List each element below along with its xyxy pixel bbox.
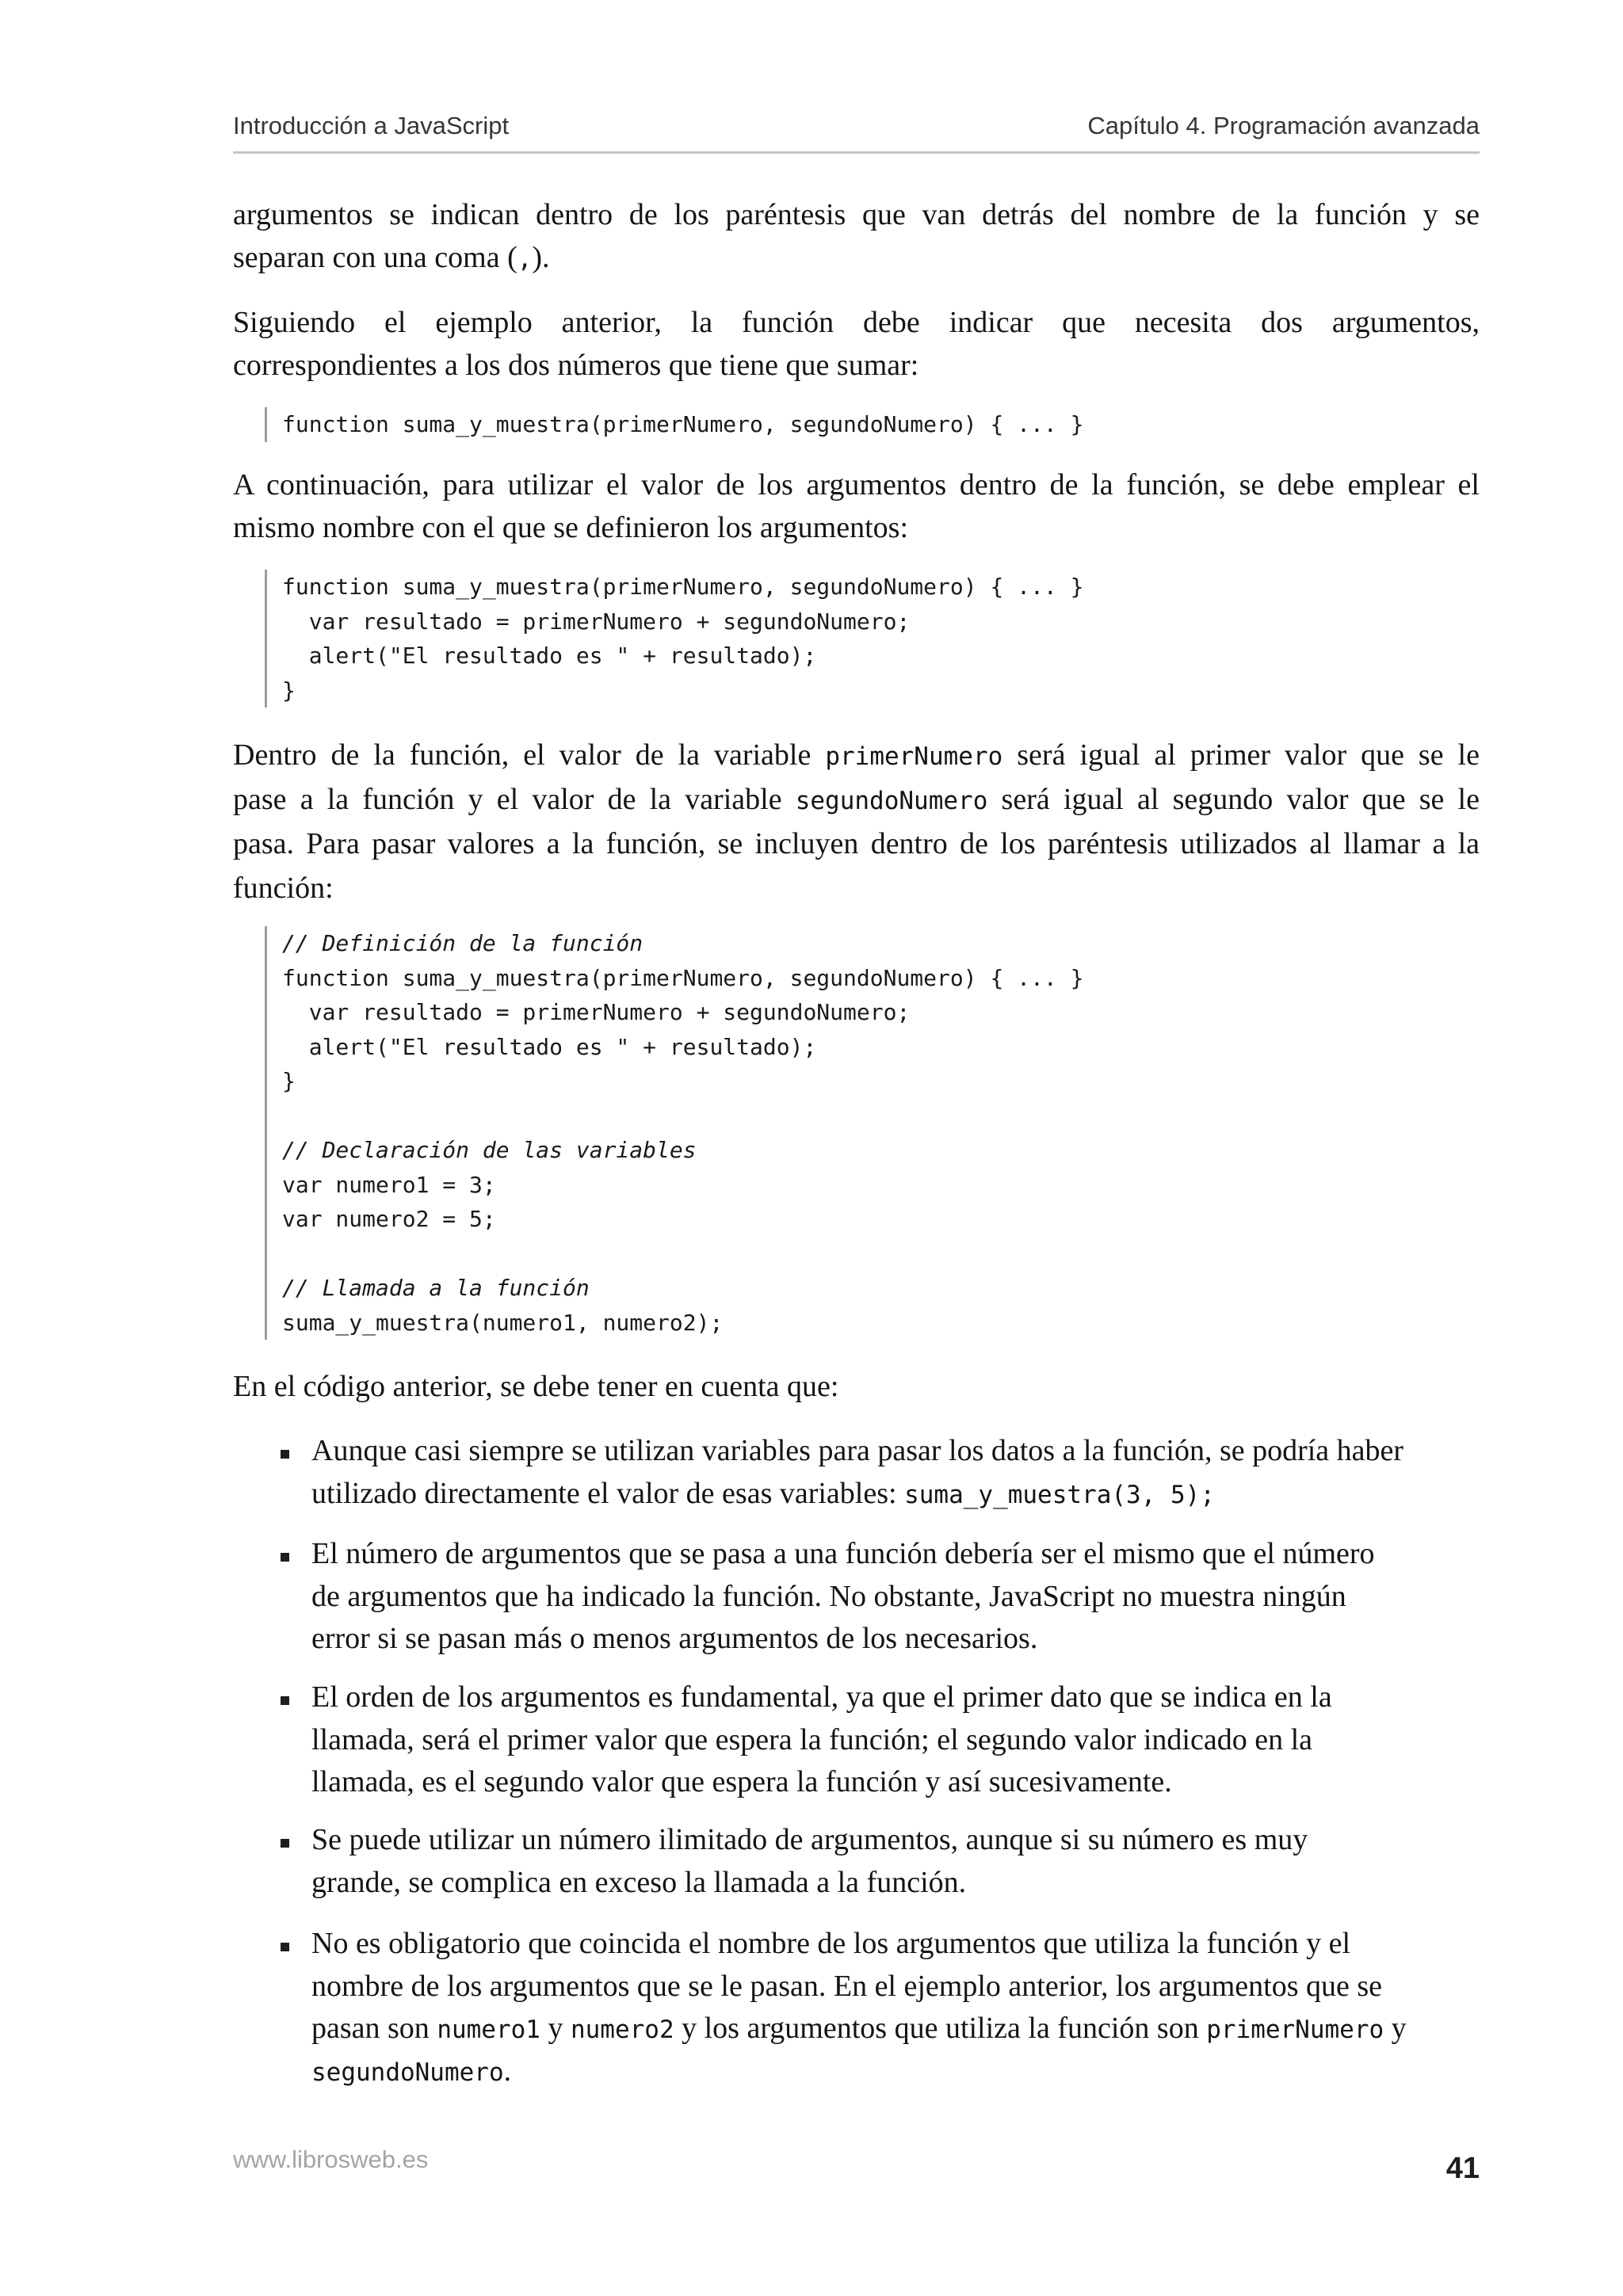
- list-item-text: [311, 1819, 1480, 1904]
- list-item: [281, 1923, 1480, 2092]
- list-item: [281, 1533, 1480, 1661]
- square-bullet-icon: [281, 1553, 289, 1562]
- text-line: [233, 777, 1480, 822]
- inline-code: segundoNumero: [311, 2058, 504, 2087]
- text-line: Aunque casi siempre se utilizan variables para pasar los datos a la función, se podría haber: [311, 1434, 1404, 1467]
- text-line: Siguiendo el ejemplo anterior, la función debe indicar que necesita dos argumentos,: [233, 306, 1480, 339]
- text-line: [233, 236, 1480, 279]
- list-item: [281, 1430, 1480, 1515]
- text-line: pasa. Para pasar valores a la función, se incluyen dentro de los paréntesis utilizados al llamar a la: [233, 827, 1480, 860]
- inline-code: suma_y_muestra(3, 5);: [904, 1480, 1216, 1509]
- text-run: y: [1384, 2012, 1407, 2045]
- text-line: Se puede utilizar un número ilimitado de argumentos, aunque si su número es muy: [311, 1823, 1308, 1856]
- square-bullet-icon: [281, 1450, 289, 1459]
- code-listing-function-body: [265, 570, 1083, 707]
- text-run: utilizado directamente el valor de esas variables:: [311, 1476, 905, 1510]
- code-line: alert("El resultado es " + resultado);: [282, 1033, 817, 1060]
- code-blank-line: [282, 1237, 1083, 1272]
- text-line: argumentos se indican dentro de los paréntesis que van detrás del nombre de la función y se: [233, 198, 1480, 231]
- paragraph-argument-syntax: [233, 193, 1480, 279]
- code-comment: // Definición de la función: [282, 930, 643, 956]
- text-line: error si se pasan más o menos argumentos de los necesarios.: [311, 1622, 1038, 1655]
- text-line: El orden de los argumentos es fundamental, ya que el primer dato que se indica en la: [311, 1680, 1332, 1714]
- text-line: [311, 2050, 1480, 2093]
- paragraph-argument-usage: [233, 463, 1480, 549]
- code-comment: // Llamada a la función: [282, 1275, 590, 1301]
- inline-code: numero2: [570, 2016, 674, 2044]
- text-line: grande, se complica en exceso la llamada a la función.: [311, 1865, 967, 1899]
- text-line: mismo nombre con el que se definieron los argumentos:: [233, 511, 909, 544]
- text-line: llamada, será el primer valor que espera la función; el segundo valor indicado en la: [311, 1722, 1312, 1756]
- code-line: suma_y_muestra(numero1, numero2);: [282, 1309, 724, 1336]
- code-line: }: [282, 1068, 296, 1094]
- code-listing-full-example: [265, 926, 1083, 1340]
- text-line: A continuación, para utilizar el valor de los argumentos dentro de la función, se debe emplear el: [233, 468, 1480, 502]
- list-item: [281, 1676, 1480, 1804]
- text-run: y los argumentos que utiliza la función son: [674, 2012, 1207, 2045]
- inline-code: ,: [517, 245, 533, 273]
- code-listing-signature: [265, 407, 1083, 442]
- inline-code: primerNumero: [825, 742, 1003, 771]
- text-run: .: [503, 2054, 512, 2088]
- text-line: correspondientes a los dos números que tiene que sumar:: [233, 349, 919, 382]
- text-run: Dentro de la función, el valor de la variable: [233, 738, 826, 772]
- code-line: var numero2 = 5;: [282, 1206, 496, 1232]
- text-run: separan con una coma (: [233, 241, 517, 274]
- text-line: El número de argumentos que se pasa a una función debería ser el mismo que el número: [311, 1537, 1375, 1570]
- text-line: [311, 2008, 1480, 2050]
- running-header-book-title: Introducción a JavaScript: [233, 112, 510, 139]
- code-line: function suma_y_muestra(primerNumero, segundoNumero) { ... }: [282, 964, 1084, 991]
- text-line: En el código anterior, se debe tener en cuenta que:: [233, 1370, 839, 1403]
- paragraph-list-intro: [233, 1365, 1480, 1408]
- list-item-text: [311, 1533, 1480, 1661]
- text-line: llamada, es el segundo valor que espera la función y así sucesivamente.: [311, 1765, 1172, 1798]
- text-run: ).: [532, 241, 550, 274]
- header-divider: [233, 151, 1480, 154]
- code-line: var resultado = primerNumero + segundoNumero;: [282, 608, 911, 635]
- list-item-text: [311, 1923, 1480, 2092]
- code-line: function suma_y_muestra(primerNumero, segundoNumero) { ... }: [282, 411, 1084, 437]
- square-bullet-icon: [281, 1839, 289, 1848]
- text-line: función:: [233, 871, 334, 905]
- paragraph-example-intro: [233, 301, 1480, 387]
- code-comment: // Declaración de las variables: [282, 1137, 697, 1163]
- code-line: var resultado = primerNumero + segundoNumero;: [282, 999, 911, 1025]
- text-line: No es obligatorio que coincida el nombre de los argumentos que utiliza la función y el: [311, 1927, 1350, 1960]
- inline-code: primerNumero: [1206, 2016, 1384, 2044]
- code-line: }: [282, 677, 296, 704]
- text-line: nombre de los argumentos que se le pasan. En el ejemplo anterior, los argumentos que se: [311, 1969, 1383, 2003]
- code-blank-line: [282, 1099, 1083, 1134]
- footer-website: www.librosweb.es: [233, 2145, 429, 2173]
- text-run: será igual al primer valor que se le: [1002, 738, 1480, 772]
- code-line: var numero1 = 3;: [282, 1171, 496, 1198]
- text-run: será igual al segundo valor que se le: [987, 783, 1480, 816]
- square-bullet-icon: [281, 1943, 289, 1951]
- page-number: 41: [1445, 2152, 1480, 2185]
- text-run: pasan son: [311, 2012, 437, 2045]
- square-bullet-icon: [281, 1696, 289, 1705]
- list-item-text: [311, 1676, 1480, 1804]
- list-item-text: [311, 1430, 1480, 1515]
- list-item: [281, 1819, 1480, 1904]
- code-line: function suma_y_muestra(primerNumero, segundoNumero) { ... }: [282, 574, 1084, 600]
- text-line: de argumentos que ha indicado la función. No obstante, JavaScript no muestra ningún: [311, 1579, 1346, 1613]
- code-line: alert("El resultado es " + resultado);: [282, 643, 817, 669]
- inline-code: segundoNumero: [795, 787, 988, 815]
- text-line: [233, 733, 1480, 777]
- text-run: pase a la función y el valor de la variable: [233, 783, 796, 816]
- text-run: y: [540, 2012, 571, 2045]
- text-line: [311, 1473, 1480, 1516]
- inline-code: numero1: [437, 2016, 540, 2044]
- running-header-chapter-title: Capítulo 4. Programación avanzada: [1087, 112, 1480, 139]
- paragraph-argument-values: [233, 733, 1480, 910]
